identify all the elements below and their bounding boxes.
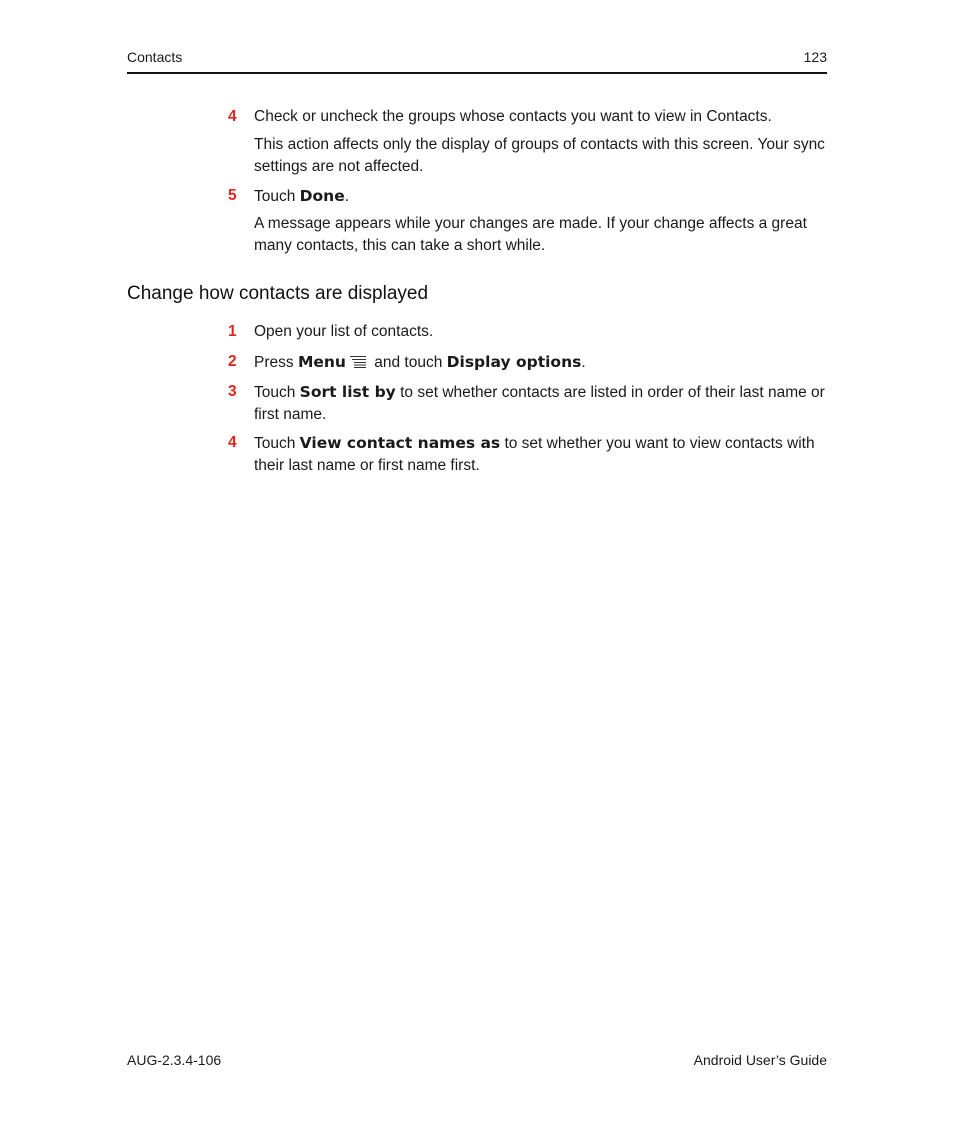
menu-icon xyxy=(348,354,368,368)
step-text: Open your list of contacts. xyxy=(254,323,434,340)
step-number: 5 xyxy=(228,187,237,204)
step-number: 3 xyxy=(228,383,237,400)
header-page-number: 123 xyxy=(803,49,827,65)
step-number: 1 xyxy=(228,323,237,340)
step-text-suffix: to set whether contacts are listed in order of their last name or first name. xyxy=(254,384,825,423)
ui-term-menu: Menu xyxy=(297,353,346,371)
step-note: A message appears while your changes are made. If your change affects a great many contacts, this can take a short while. xyxy=(254,215,807,254)
step-text: Check or uncheck the groups whose contacts you want to view in Contacts. xyxy=(254,108,772,125)
step-text xyxy=(254,351,828,374)
step-text xyxy=(254,381,828,426)
footer-doc-id: AUG-2.3.4-106 xyxy=(127,1052,222,1068)
step-text xyxy=(254,432,828,477)
step-text xyxy=(254,185,828,208)
page-header xyxy=(127,48,827,74)
step-text-suffix: . xyxy=(344,188,350,205)
step-text-prefix: Touch xyxy=(254,435,300,452)
step-text-suffix: . xyxy=(581,354,586,371)
step-text-suffix: to set whether you want to view contacts with their last name or first name first. xyxy=(254,435,815,474)
ui-term-sort-list-by: Sort list by xyxy=(299,383,396,401)
step-number: 2 xyxy=(228,353,237,370)
step-number: 4 xyxy=(228,108,237,125)
step-text-prefix: Press xyxy=(254,354,298,371)
header-section-title: Contacts xyxy=(127,49,183,65)
step-note: This action affects only the display of groups of contacts with this screen. Your sync settings are not affected. xyxy=(254,136,825,175)
step-text-prefix: Touch xyxy=(254,188,300,205)
footer-guide-title: Android User’s Guide xyxy=(693,1052,827,1068)
step-number: 4 xyxy=(228,434,237,451)
ui-term-view-contact-names-as: View contact names as xyxy=(299,434,501,452)
ui-term-display-options: Display options xyxy=(446,353,582,371)
section-heading: Change how contacts are displayed xyxy=(127,283,429,304)
ui-term-done: Done xyxy=(299,187,345,205)
step-text-prefix: Touch xyxy=(254,384,300,401)
step-text-middle: and touch xyxy=(369,354,447,371)
